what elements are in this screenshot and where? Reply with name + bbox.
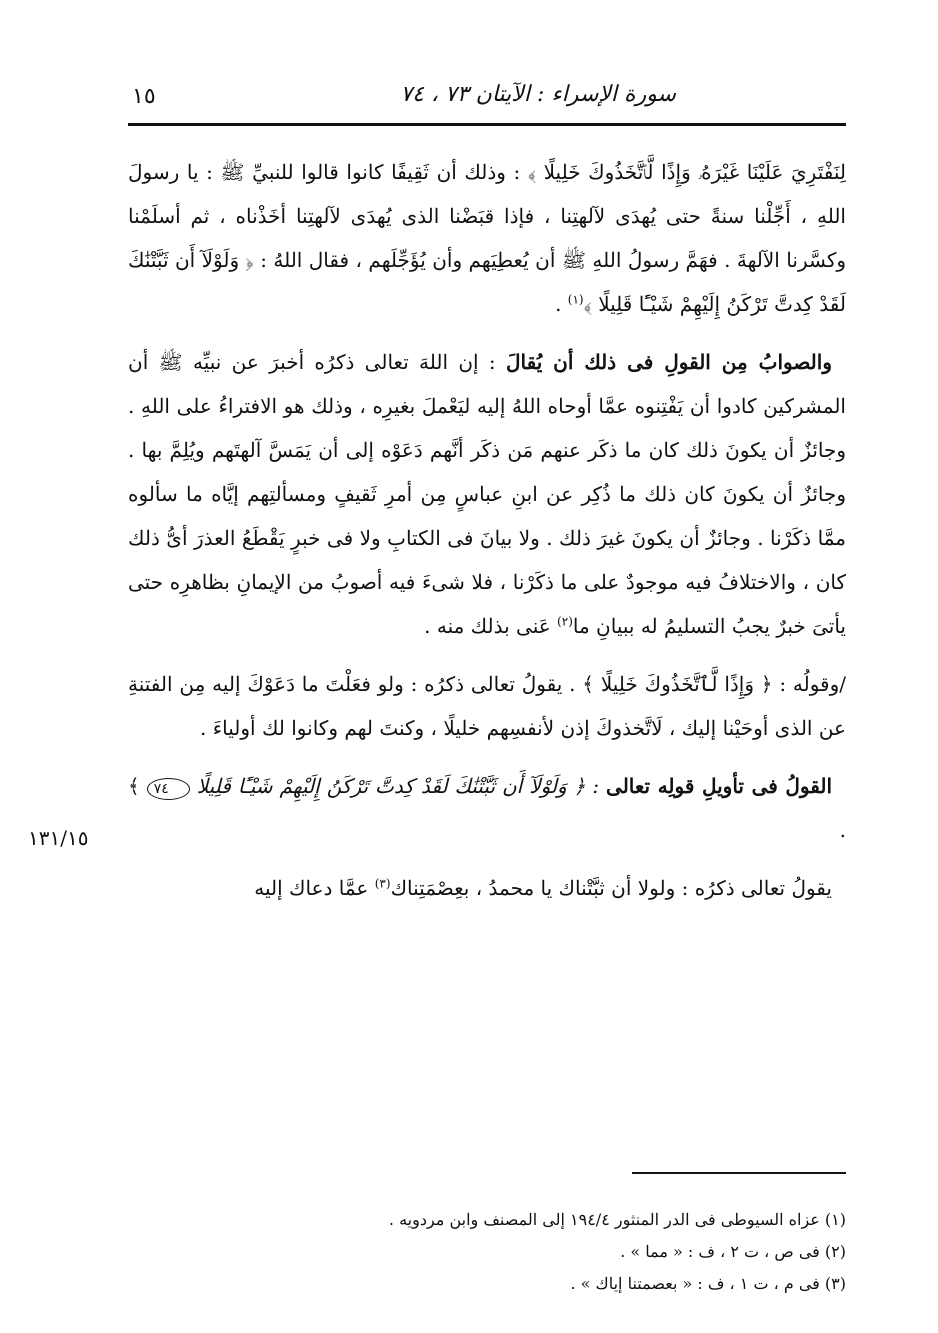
- footnote-ref-2: (٢): [557, 614, 573, 629]
- header-rule: [128, 123, 846, 126]
- paragraph-1: [128, 150, 846, 326]
- paragraph-2: [128, 340, 846, 648]
- paragraph-4-lead: القولُ فى تأويلِ قولِه تعالى: [606, 774, 832, 798]
- footnote-ref-1: (١): [567, 292, 584, 307]
- footnote-1: (١) عزاه السيوطى فى الدر المنثور ١٩٤/٤ إلى المصنف وابن مردويه .: [388, 1210, 846, 1229]
- footnote-ref-3: (٣): [374, 876, 391, 891]
- page-number: ١٥: [132, 84, 156, 109]
- margin-reference: ١٣١/١٥: [28, 826, 89, 850]
- paragraph-5-text: يقولُ تعالى ذكرُه : ولولا أن ثبَّتْناك يا محمدُ ، بعِصْمَتِناك: [390, 876, 832, 900]
- paragraph-1-end: .: [555, 292, 568, 316]
- paragraph-5-end: عمَّا دعاك إليه: [254, 876, 375, 900]
- paragraph-5: [128, 866, 846, 910]
- paragraph-1-text: لِنَفْتَرِيَ عَلَيْنَا غَيْرَهُۥ وَإِذًا لَّٱتَّخَذُوكَ خَلِيلًا ﴾ : وذلك أن ثَقِيفًا كانوا قالوا للنبيِّ ﷺ : يا رسولَ اللهِ ، أَجِّلْنا سنةً حتى يُهدَى لآلهتِنا ، فإذا قبَضْنا الذى يُهدَى لآلهتِنا أخَذْناه ، ثم أسلَمْنا وكسَّرنا الآلهةَ . فهَمَّ رسولُ اللهِ ﷺ أن يُعطِيَهم وأن يُؤَجِّلَهم ، فقال اللهُ : ﴿ وَلَوْلَآ أَن ثَبَّتْنَٰكَ لَقَدْ كِدتَّ تَرْكَنُ إِلَيْهِمْ شَيْـًٔا قَلِيلًا ﴾: [128, 160, 846, 316]
- paragraph-4: [128, 764, 846, 852]
- paragraph-3: [128, 662, 846, 750]
- footnote-2: (٢) فى ص ، ت ٢ ، ف : « مما » .: [620, 1242, 846, 1261]
- paragraph-3-text: /وقولُه : ﴿ وَإِذًا لَّٱتَّخَذُوكَ خَلِيلًا ﴾ . يقولُ تعالى ذكرُه : ولو فعَلْتَ ما دَعَوْكَ إليه مِن الفتنةِ عن الذى أوحَيْنا إليك ، لَاتَّخذوكَ إذن لأنفسِهم خليلًا ، وكنتَ لهم وكانوا لك أولياءَ .: [128, 672, 846, 740]
- page-header: [128, 78, 846, 118]
- running-title: سورة الإسراء : الآيتان ٧٣ ، ٧٤: [400, 82, 676, 107]
- verse-number-marker: ٧٤: [147, 778, 190, 800]
- paragraph-4-verse-text: : ﴿ وَلَوْلَآ أَن ثَبَّتْنَٰكَ لَقَدْ كِدتَّ تَرْكَنُ إِلَيْهِمْ شَيْـًٔا قَلِيلًا: [189, 774, 607, 798]
- paragraph-4-end: ﴾ .: [128, 774, 846, 842]
- paragraph-2-text: : إن اللهَ تعالى ذكرُه أخبرَ عن نبيِّه ﷺ أن المشركين كادوا أن يَفْتِنوه عمَّا أوحاه اللهُ إليه ليَعْملَ بغيرِه ، وذلك هو الافتراءُ على اللهِ . وجائزٌ أن يكونَ ذلك كان ما ذكَر عنهم مَن ذكَر أنَّهم دَعَوْه إلى أن يَمَسَّ آلهتَهم ويُلِمَّ بها . وجائزٌ أن يكونَ كان ذلك ما ذُكِر عن ابنِ عباسٍ مِن أمرِ ثَقيفٍ ومسألتِهم إيَّاه ما سألوه ممَّا ذكَرْنا . وجائزٌ أن يكونَ غيرَ ذلك . ولا بيانَ فى الكتابِ ولا فى خبرٍ يَقْطَعُ العذرَ أىُّ ذلك كان ، والاختلافُ فيه موجودٌ على ما ذكَرْنا ، فلا شىءَ فيه أصوبُ من الإيمانِ بظاهرِه حتى يأتىَ خبرٌ يجبُ التسليمُ له ببيانِ ما: [128, 350, 847, 638]
- footnote-3: (٣) فى م ، ت ١ ، ف : « بعصمتنا إياك » .: [570, 1274, 846, 1293]
- footnote-rule: [632, 1172, 846, 1174]
- main-text: [128, 150, 846, 924]
- footnotes: [128, 1204, 846, 1300]
- paragraph-2-lead: والصوابُ مِن القولِ فى ذلك أن يُقالَ: [505, 350, 832, 374]
- paragraph-2-end: عَنى بذلك منه .: [424, 614, 558, 638]
